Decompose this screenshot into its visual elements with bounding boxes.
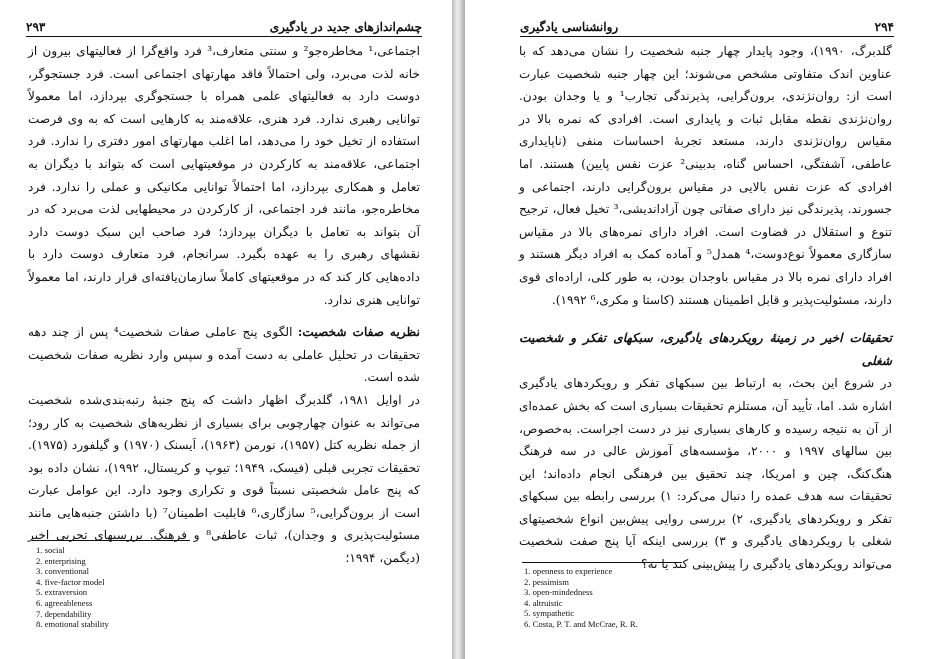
footnote: 6. Costa, P. T. and McCrae, R. R. [524,618,638,629]
left-paragraph-last: در اوایل ۱۹۸۱، گلدبرگ اظهار داشت که پنج جنبهٔ رتبه‌بندی‌شده شخصیت می‌تواند به عنوان چهارچوبی برای بسیاری از نظریه‌های شخصیت به کار رود؛ از جمله نظریه کتل (۱۹۵۷)، نورمن (۱۹۶۳)، اَیسنک (۱۹۷۰) و گیلفورد (۱۹۷۵). تحقیقات تجربی قبلی (فیسک، ۱۹۴۹؛ تیوپ و کریستال، ۱۹۹۲)، نشان داده بود که پنج عامل شخصیتی نسبتاً قوی و تکراری وجود دارد. این عوامل عبارت است از برون‌گرایی،⁵ سازگاری،⁶ قابلیت اطمینان⁷ (با داشتن جنبه‌هایی مانند مسئولیت‌پذیری و وجدان)، ثبات عاطفی⁸ و فرهنگ. بررسیهای تجربی اخیر (دیگمن، ۱۹۹۴؛ [28,392,421,566]
left-footnotes [36,545,109,630]
left-page-number: ۲۹۳ [26,20,46,34]
footnote: 5. sympathetic [524,608,575,619]
footnote: 3. conventional [36,566,89,577]
left-book-page [0,0,452,659]
right-footnotes [524,566,638,630]
footnote: 8. emotional stability [36,619,109,630]
footnote: 5. extraversion [36,587,88,598]
footnote-rule [32,540,190,541]
left-page-header [26,10,422,37]
footnote: 7. dependability [36,608,92,619]
left-page-body [28,40,420,570]
footnote: 2. pessimism [524,576,569,587]
book-gutter [452,0,465,659]
section-lead: نظریه صفات شخصیت: [297,325,420,340]
right-paragraph-1: گلدبرگ، ۱۹۹۰)، وجود پایدار چهار جنبه شخصیت را نشان می‌دهد که با عناوین اندک متفاوتی مشخص می‌شوند؛ این چهار جنبه شخصیت عبارت است از: روان‌نژندی، برون‌گرایی، پذیرندگی تجارب¹ و یا وجدان بودن. روان‌نژندی نقطه مقابل ثبات و پایداری است. افرادی که نمره بالا در مقیاس روان‌نژندی دارند، مستعد تجربهٔ احساسات منفی (ناپایداری عاطفی، آشفتگی، احساس گناه، بدبینی² عزت نفس پایین) هستند. اما افرادی که عزت نفس بالایی در مقیاس برون‌گرایی دارند، اجتماعی و جسورند. پذیرندگی نیز دارای صفاتی چون آزاداندیشی،³ تخیل فعال، ترجیح تنوع و استقلال در قضاوت است. افراد دارای نمره‌های بالا در مقیاس سازگاری معمولاً نوع‌دوست،⁴ همدل⁵ و آماده کمک به افراد دیگر هستند و افراد دارای نمره بالا در مقیاس باوجدان بودن، به طور کلی، اراده‌ای قوی دارند، مسئولیت‌پذیر و قابل اطمینان هستند (کاستا و مکری،⁶ ۱۹۹۲). [519,44,892,307]
section-text: الگوی پنج عاملی صفات شخصیت⁴ پس از چند دهه تحقیقات در تحلیل عاملی به دست آمده و سپس وارد نظریه صفات شخصیت شده است. [28,325,420,385]
left-section-paragraph [28,321,420,389]
footnote: 3. open-mindedness [524,587,593,598]
right-running-head: روانشناسی یادگیری [520,20,619,34]
footnote: 4. five-factor model [36,576,105,587]
footnote-rule [522,562,682,563]
section-subheading: تحقیقات اخیر در زمینهٔ رویکردهای یادگیری، سبکهای تفکر و شخصیت شغلی [519,331,892,368]
left-paragraph-1: اجتماعی،¹ مخاطره‌جو² و سنتی متعارف،³ فرد واقع‌گرا از فعالیتهای بیرون از خانه لذت می‌برد، ولی احتمالاً فاقد مهارتهای اجتماعی است. فرد جستجوگر، دوست دارد به فعالیتهای علمی همراه با جستجوگری بپردازد، اما معمولاً توانایی رهبری ندارد. فرد هنری، علاقه‌مند به کارهایی است که به وی فرصت استفاده از تخیل خود را می‌دهد، اما اغلب مهارتهای امور دفتری را ندارد. فرد اجتماعی، علاقه‌مند به کارکردن در موقعیتهایی است که بتواند با دیگران به تعامل و همکاری بپردازد، اما احتمالاً توانایی مکانیکی و عملی را ندارد. فرد مخاطره‌جو، مانند فرد اجتماعی، از کارکردن در محیطهایی لذت می‌برد که در آن بتواند به تعامل با دیگران بپردازد؛ فرد صاحب این سبک دوست دارد نقشهای رهبری را به عهده بگیرد. سرانجام، فرد متعارف دوست دارد با داده‌هایی کار کند که در موقعیتهای کاملاً سازمان‌یافته‌ای قرار دارند، اما معمولاً توانایی هنری ندارد. [28,44,420,307]
footnote: 1. social [36,545,65,555]
footnote: 1. openness to experience [524,566,613,576]
left-running-head: چشم‌اندازهای جدید در یادگیری [269,20,422,34]
right-book-page [465,0,932,659]
right-paragraph-2: در شروع این بحث، به ارتباط بین سبکهای تفکر و رویکردهای یادگیری اشاره شد. اما، تأیید آن، مستلزم تحقیقات بسیاری است که بخش عمده‌ای از آن به نتیجه رسیده و کارهای بسیاری نیز در دست اجراست. به‌خصوص، بین سالهای ۱۹۹۷ و ۲۰۰۰، مؤسسه‌های آموزش عالی در سه فرهنگ هنگ‌کنگ، چین و امریکا، چند تحقیق بین فرهنگی انجام داده‌اند؛ این تحقیقات سه هدف عمده را دنبال می‌کرد: ۱) بررسی رابطه بین سبکهای تفکر و رویکردهای یادگیری، ۲) بررسی روایی پیش‌بین انواع شخصیتهای شغلی با رویکردهای یادگیری و ۳) بررسی اینکه آیا پنج صفت شخصیت می‌تواند رویکردهای یادگیری را پیش‌بینی کند یا نه؟ [519,376,892,572]
right-page-body [519,40,892,576]
footnote: 2. enterprising [36,555,86,566]
footnote: 4. altruistic [524,597,563,608]
footnote: 6. agreeableness [36,597,93,608]
right-page-header [520,10,894,37]
right-page-number: ۲۹۴ [874,20,894,34]
